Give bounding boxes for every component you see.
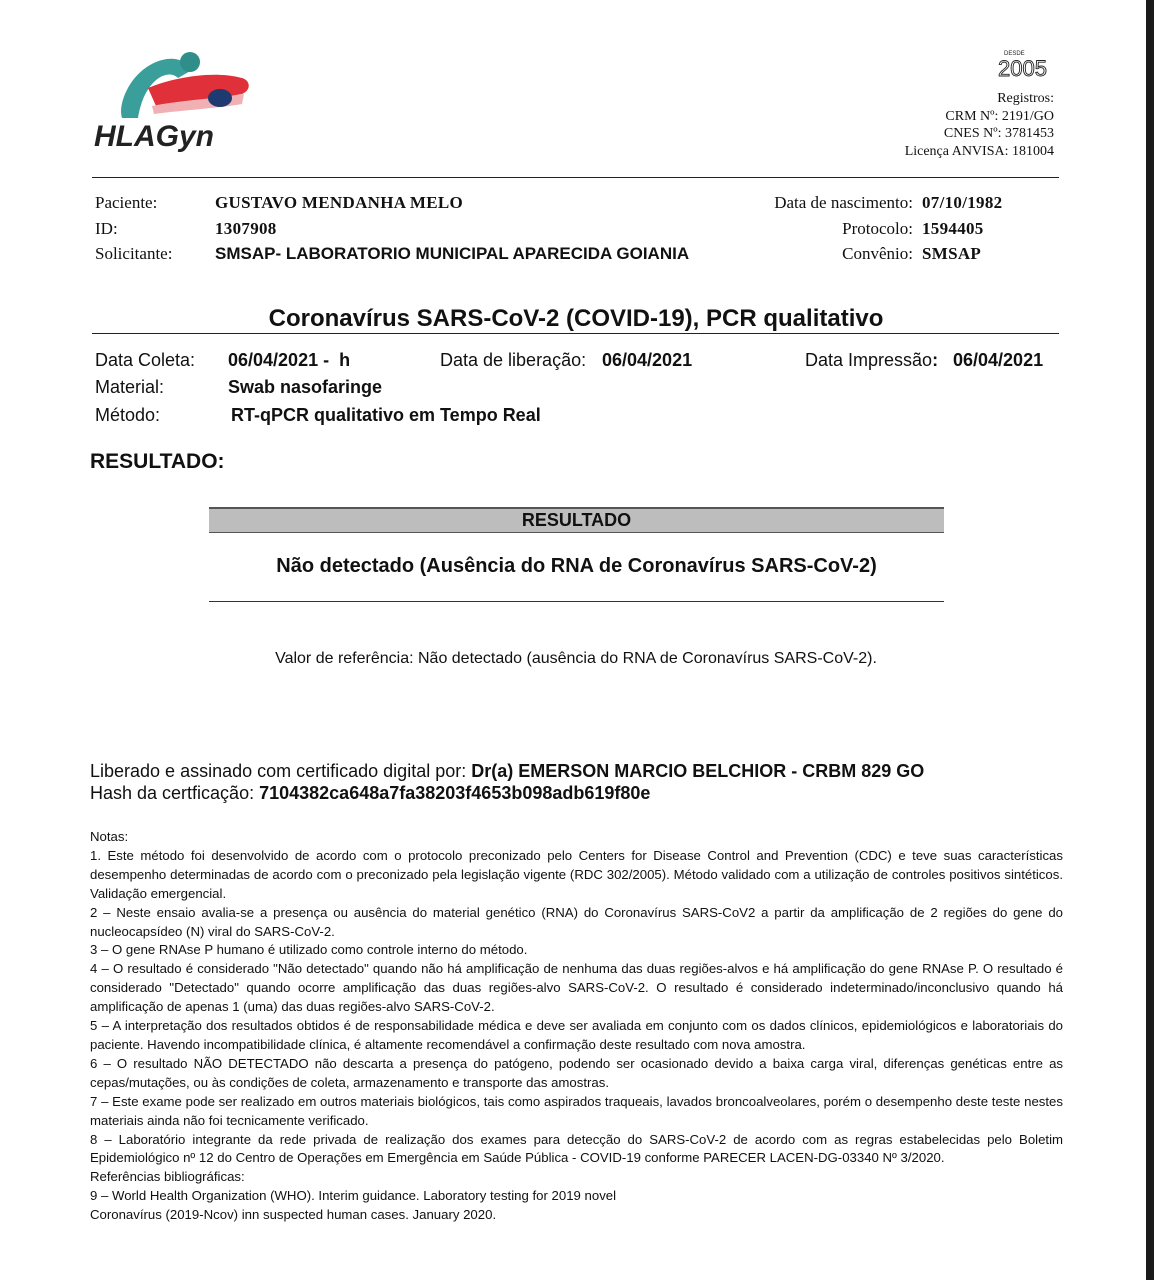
protocol-label: Protocolo: <box>842 219 913 238</box>
references-title: Referências bibliográficas: <box>90 1169 245 1185</box>
since-badge <box>996 46 1060 82</box>
result-divider <box>209 601 944 602</box>
dob-label: Data de nascimento: <box>774 193 913 212</box>
signed-label: Liberado e assinado com certificado digital por: <box>90 761 472 781</box>
since-year: 2005 <box>998 56 1047 81</box>
print-label-colon: : <box>932 350 939 370</box>
page-edge <box>1146 0 1154 1280</box>
patient-name: GUSTAVO MENDANHA MELO <box>215 193 464 212</box>
registry-title: Registros: <box>997 91 1054 106</box>
hash-label: Hash da certficação: <box>90 783 260 803</box>
registry-cnes: CNES Nº: 3781453 <box>943 126 1054 141</box>
material-label: Material: <box>95 377 165 397</box>
signed-line <box>90 760 924 782</box>
logo-graphic-icon <box>92 48 272 158</box>
note-item: 6 – O resultado NÃO DETECTADO não descarta a presença do patógeno, podendo ser ocasionado devido a baixa carga viral, diferenças genéticas entre as cepas/mutações, ou às condições de coleta, armazenamento e transporte das amostras. <box>90 1055 1063 1090</box>
header-divider <box>92 177 1059 178</box>
print-label <box>805 350 938 371</box>
requester: SMSAP- LABORATORIO MUNICIPAL APARECIDA GOIANIA <box>215 244 690 263</box>
note-item: 3 – O gene RNAse P humano é utilizado como controle interno do método. <box>90 942 528 958</box>
hash-line <box>90 782 924 804</box>
patient-id: 1307908 <box>215 219 277 238</box>
note-item: 4 – O resultado é considerado "Não detectado" quando não há amplificação de nenhuma das duas regiões-alvos e há amplificação do gene RNAse P. O resultado é considerado "Detectado" quando ocorre amplificação das duas regiões-alvo SARS-CoV-2. O resultado é considerado indeterminado/inconclusivo quando há amplificação de apenas 1 (uma) das duas regiões-alvo SARS-CoV-2. <box>90 961 1063 1015</box>
note-item: 8 – Laboratório integrante da rede privada de realização dos exames para detecção do SARS-CoV-2 de acordo com as regras estabelecidas pelo Boletim Epidemiológico nº 12 do Centro de Operações em Emergência em Saúde Pública - COVID-19 conforme PARECER LACEN-DG-03340 Nº 3/2020. <box>90 1131 1063 1166</box>
lab-logo <box>92 48 272 158</box>
requester-label: Solicitante: <box>95 244 173 263</box>
exam-title: Coronavírus SARS-CoV-2 (COVID-19), PCR qualitativo <box>268 305 884 332</box>
signature-block <box>90 760 924 804</box>
protocol: 1594405 <box>922 219 984 238</box>
registry-crm: CRM Nº: 2191/GO <box>945 108 1054 124</box>
insurance: SMSAP <box>922 244 982 263</box>
svg-text:HLAGyn: HLAGyn <box>94 120 214 153</box>
signer: Dr(a) EMERSON MARCIO BELCHIOR - CRBM 829 GO <box>471 761 925 781</box>
notes-title: Notas: <box>90 829 129 844</box>
material: Swab nasofaringe <box>228 377 383 397</box>
notes-block <box>90 828 1063 1225</box>
print-label-text: Data Impressão <box>805 350 933 370</box>
title-divider <box>92 333 1059 334</box>
note-item: 7 – Este exame pode ser realizado em outros materiais biológicos, tais como aspirados traqueais, lavados broncoalveolares, porém o desempenho deste teste nestes materiais ainda não foi tecnicamente verificado. <box>90 1093 1063 1128</box>
note-item: 1. Este método foi desenvolvido de acordo com o protocolo preconizado pelo Centers for Disease Control and Prevention (CDC) e teve suas características desempenho determinadas de acordo com o preconizado pela legislação vigente (RDC 302/2005). Método validado com a utilização de controles positivos sintéticos. Validação emergencial. <box>90 847 1063 901</box>
hash-value: 7104382ca648a7fa38203f4653b098adb619f80e <box>259 783 651 803</box>
since-label: DESDE <box>1004 51 1025 57</box>
insurance-label: Convênio: <box>842 244 913 263</box>
registry-anvisa: Licença ANVISA: 181004 <box>904 143 1054 159</box>
patient-name-label: Paciente: <box>95 193 158 212</box>
collection-label: Data Coleta: <box>95 350 196 370</box>
patient-id-label: ID: <box>95 219 118 238</box>
print-date: 06/04/2021 <box>953 350 1044 370</box>
method: RT-qPCR qualitativo em Tempo Real <box>231 405 541 425</box>
result-section-title: RESULTADO: <box>90 450 225 473</box>
result-value: Não detectado (Ausência do RNA de Coronavírus SARS-CoV-2) <box>276 555 877 577</box>
dob: 07/10/1982 <box>922 193 1003 212</box>
note-item: 2 – Neste ensaio avalia-se a presença ou ausência do material genético (RNA) do Coronavírus SARS-CoV2 a partir da amplificação de 2 regiões do gene do nucleocapsídeo (N) viral do SARS-CoV-2. <box>90 904 1063 939</box>
registry-block <box>905 90 1054 160</box>
release-label: Data de liberação: <box>440 350 587 370</box>
result-table-header: RESULTADO <box>209 507 944 533</box>
reference-value: Valor de referência: Não detectado (ausência do RNA de Coronavírus SARS-CoV-2). <box>275 650 877 667</box>
method-label: Método: <box>95 405 161 425</box>
collection-date: 06/04/2021 - h <box>228 350 351 370</box>
release-date: 06/04/2021 <box>602 350 693 370</box>
note-item: 9 – World Health Organization (WHO). Interim guidance. Laboratory testing for 2019 novel <box>90 1188 617 1204</box>
note-item: 5 – A interpretação dos resultados obtidos é de responsabilidade médica e deve ser avaliada em conjunto com os dados clínicos, epidemiológicos e laboratoriais do paciente. Havendo incompatibilidade clínica, é altamente recomendável a confirmação deste resultado com nova amostra. <box>90 1018 1063 1052</box>
note-item: Coronavírus (2019-Ncov) inn suspected human cases. January 2020. <box>90 1207 497 1223</box>
